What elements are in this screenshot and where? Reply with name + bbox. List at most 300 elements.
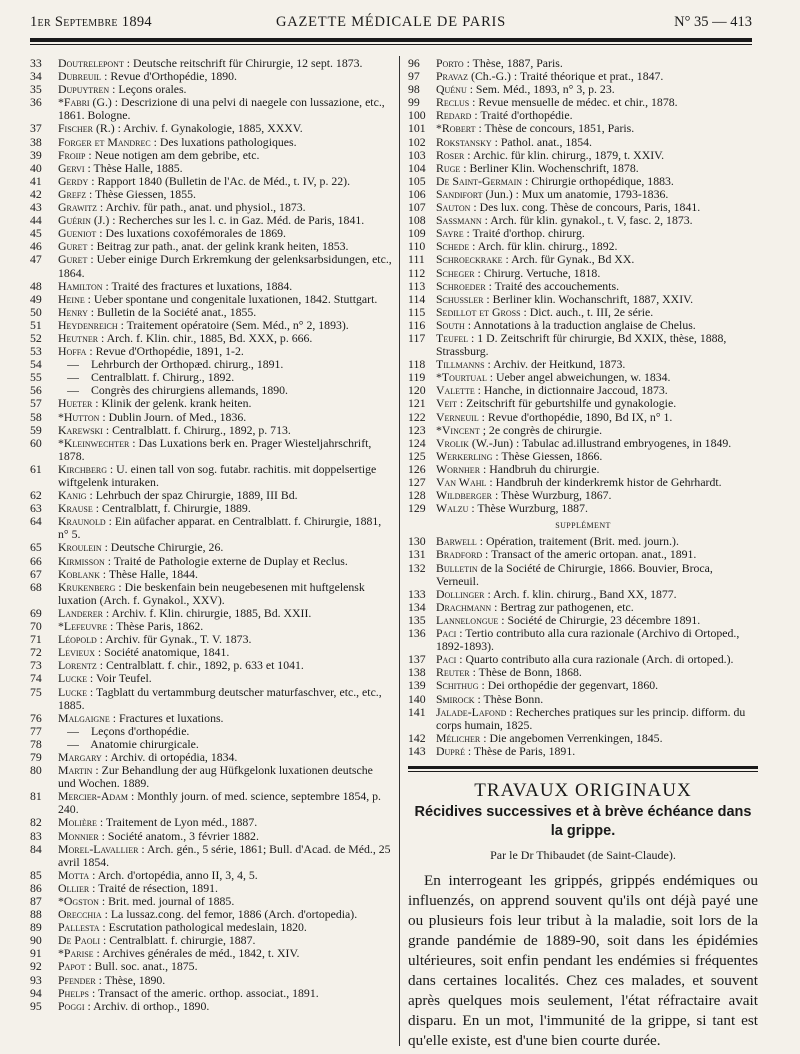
section-rule-thick bbox=[408, 766, 758, 769]
entry-author: Karewski bbox=[58, 422, 103, 437]
entry-author: Valette bbox=[436, 383, 475, 398]
entry-number: 65 bbox=[30, 540, 42, 555]
entry-number: 57 bbox=[30, 396, 42, 411]
entry-author: Kanig bbox=[58, 488, 87, 503]
entry-reference: : Traité de résection, 1891. bbox=[89, 880, 218, 895]
entry-author: *Parise bbox=[58, 946, 94, 961]
bibliography-entry bbox=[30, 437, 392, 463]
entry-reference: : Société de Chirurgie, 23 décembre 1891. bbox=[498, 612, 701, 627]
entry-author: Kirchberg bbox=[58, 461, 107, 476]
section-title: TRAVAUX ORIGINAUX bbox=[474, 779, 692, 801]
entry-reference: : Archiv. für Gynak., T. V. 1873. bbox=[96, 632, 252, 647]
supplement-heading: supplément bbox=[555, 519, 611, 532]
entry-number: 126 bbox=[408, 461, 426, 476]
entry-number: 120 bbox=[408, 383, 426, 398]
entry-number: 55 bbox=[30, 370, 42, 385]
entry-author: Dupuytren bbox=[58, 82, 110, 97]
entry-text bbox=[436, 706, 758, 732]
entry-author: Margary bbox=[58, 749, 102, 764]
entry-number: 94 bbox=[30, 985, 42, 1000]
entry-reference: : Revue d'orthopédie, 1890, Bd IX, n° 1. bbox=[478, 409, 673, 424]
entry-number: 34 bbox=[30, 69, 42, 84]
entry-number: 97 bbox=[408, 69, 420, 84]
entry-reference: : Transact of the americ. orthop. associat., 1891. bbox=[89, 985, 319, 1000]
entry-reference: : Des luxations coxofémorales de 1869. bbox=[96, 226, 286, 241]
entry-number: 115 bbox=[408, 304, 426, 319]
entry-reference: : Escrutation pathological medeslain, 1820. bbox=[99, 920, 307, 935]
entry-number: 137 bbox=[408, 652, 426, 667]
entry-number: 117 bbox=[408, 330, 426, 345]
entry-reference: ; 2e congrès de chirurgie. bbox=[479, 422, 603, 437]
entry-reference: : Hanche, in dictionnaire Jaccoud, 1873. bbox=[474, 383, 668, 398]
entry-author: Motta bbox=[58, 867, 90, 882]
entry-number: 106 bbox=[408, 186, 426, 201]
entry-number: 85 bbox=[30, 867, 42, 882]
entry-number: 93 bbox=[30, 972, 42, 987]
entry-reference: : 1 D. Zeitschrift für chirurgie, Bd XXIX, thèse, 1888, Strassburg. bbox=[436, 330, 727, 359]
entry-reference: : Bull. soc. anat., 1875. bbox=[85, 959, 198, 974]
entry-number: 127 bbox=[408, 475, 426, 489]
entry-author: Rokstansky bbox=[436, 134, 492, 149]
entry-number: 105 bbox=[408, 173, 426, 188]
entry-reference: : Arch. für Gynak., Bd XX. bbox=[502, 252, 635, 267]
bibliography-entry bbox=[408, 706, 758, 732]
entry-reference: : Archiv. für path., anat. und physiol., 1873. bbox=[96, 200, 306, 215]
entry-reference: : U. einen tall von sog. futabr. rachitis. mit doppelsertige wiftgelenk inturaken. bbox=[58, 461, 377, 489]
entry-number: 129 bbox=[408, 501, 426, 516]
entry-number: 42 bbox=[30, 186, 42, 201]
entry-author: Pallesta bbox=[58, 920, 100, 935]
entry-number: 68 bbox=[30, 579, 42, 594]
entry-reference: : Ueber einige Durch Erkremkung der gelenksarbsidungen, etc., 1864. bbox=[58, 252, 392, 280]
entry-reference: : Rapport 1840 (Bulletin de l'Ac. de Méd., t. IV, p. 22). bbox=[88, 173, 351, 188]
entry-number: 43 bbox=[30, 200, 42, 215]
entry-reference: : Arch. für klin. chirurg., 1892. bbox=[469, 239, 618, 254]
entry-number: 37 bbox=[30, 121, 42, 136]
entry-reference: (Jun.) : Mux um anatomie, 1793-1836. bbox=[482, 186, 669, 201]
entry-author: Schussler bbox=[436, 291, 484, 306]
entry-number: 134 bbox=[408, 599, 426, 614]
entry-text bbox=[436, 627, 758, 653]
entry-author: Wornher bbox=[436, 461, 481, 476]
entry-reference: : Tagblatt du vertammburg deutscher maturfaschver, etc., etc., 1885. bbox=[58, 684, 382, 712]
bibliography-entry bbox=[30, 712, 392, 725]
entry-number: 73 bbox=[30, 658, 42, 673]
entry-number: 63 bbox=[30, 501, 42, 516]
entry-author: Lucke bbox=[58, 684, 87, 699]
entry-reference: : Thèse, 1887, Paris. bbox=[463, 56, 563, 70]
entry-author: Pravaz bbox=[436, 69, 469, 84]
entry-author: Sedillot et Gross bbox=[436, 304, 521, 319]
entry-author: *Fabri bbox=[58, 95, 90, 110]
entry-author: Schede bbox=[436, 239, 470, 254]
entry-reference: (W.-Jun) : Tabulac ad.illustrand embryogenes, in 1849. bbox=[468, 435, 732, 450]
entry-number: 123 bbox=[408, 422, 426, 437]
bibliography-entry bbox=[30, 463, 392, 489]
entry-reference: : Thèse Wurzburg, 1867. bbox=[492, 488, 612, 503]
entry-number: 53 bbox=[30, 344, 42, 359]
bibliography-entry bbox=[408, 745, 758, 758]
entry-reference: : Revue d'Orthopédie, 1891, 1-2. bbox=[86, 344, 244, 359]
entry-author: Lucke bbox=[58, 671, 87, 686]
entry-author: Hoffa bbox=[58, 344, 87, 359]
entry-reference: : Ueber angel abweichungen, w. 1834. bbox=[486, 370, 671, 385]
header-rule-thin bbox=[30, 44, 752, 45]
entry-text bbox=[58, 1000, 392, 1013]
entry-author: Kroulein bbox=[58, 540, 102, 555]
entry-reference: : Monthly journ. of med. science, septembre 1854, p. 240. bbox=[58, 789, 381, 817]
entry-number: 99 bbox=[408, 95, 420, 110]
entry-number: 103 bbox=[408, 147, 426, 162]
bibliography-entry bbox=[30, 725, 392, 738]
bibliography-entry bbox=[30, 790, 392, 816]
entry-reference: : Thèse de Bonn, 1868. bbox=[469, 665, 582, 680]
entry-number: 121 bbox=[408, 396, 426, 411]
entry-reference: : Quarto contributo alla cura razionale (Arch. di ortoped.). bbox=[456, 652, 734, 667]
entry-author: Kirmisson bbox=[58, 553, 105, 568]
entry-reference: : Archic. für klin. chirurg., 1879, t. XXIV. bbox=[464, 147, 665, 162]
entry-author: Tillmanns bbox=[436, 357, 485, 372]
entry-number: 140 bbox=[408, 691, 426, 706]
entry-author: Grawitz bbox=[58, 200, 97, 215]
entry-number: 107 bbox=[408, 200, 426, 215]
entry-number: 102 bbox=[408, 134, 426, 149]
entry-reference: : Arch. gén., 5 série, 1861; Bull. d'Acad. de Méd., 25 avril 1854. bbox=[58, 841, 391, 869]
entry-author: Mercier-Adam bbox=[58, 789, 129, 804]
entry-author: Barwell bbox=[436, 534, 477, 549]
entry-reference: : Fractures et luxations. bbox=[109, 710, 224, 725]
entry-number: 100 bbox=[408, 108, 426, 123]
entry-reference: : Dict. auch., t. III, 2e série. bbox=[520, 304, 654, 319]
entry-number: 64 bbox=[30, 514, 42, 529]
entry-author: *Hutton bbox=[58, 409, 100, 424]
entry-number: 132 bbox=[408, 560, 426, 575]
entry-reference: : Das Luxations berk en. Prager Wiesteljahrschrift, 1878. bbox=[58, 435, 372, 463]
entry-text bbox=[58, 581, 392, 607]
entry-author: South bbox=[436, 317, 465, 332]
entry-reference: : Dublin Journ. of Med., 1836. bbox=[99, 409, 247, 424]
entry-reference: : Traité des fractures et luxations, 1884. bbox=[102, 278, 293, 293]
entry-author: — bbox=[67, 723, 79, 738]
entry-reference: : Des lux. cong. Thèse de concours, Paris, 1841. bbox=[470, 200, 701, 215]
entry-author: *Tourtual bbox=[436, 370, 487, 385]
entry-number: 114 bbox=[408, 291, 426, 306]
entry-author: Sandifort bbox=[436, 186, 483, 201]
entry-author: Quénu bbox=[436, 82, 467, 97]
entry-number: 40 bbox=[30, 160, 42, 175]
entry-reference: : Chirurg. Vertuche, 1818. bbox=[474, 265, 601, 280]
article-author: Par le Dr Thibaudet (de Saint-Claude). bbox=[490, 848, 676, 863]
entry-number: 76 bbox=[30, 710, 42, 725]
entry-number: 62 bbox=[30, 488, 42, 503]
entry-reference: : Thèse, 1890. bbox=[95, 972, 166, 987]
entry-reference: : Revue mensuelle de médec. et chir., 1878. bbox=[469, 95, 678, 110]
entry-author: Scheger bbox=[436, 265, 475, 280]
entry-author: Bulletin bbox=[436, 560, 478, 575]
entry-number: 118 bbox=[408, 357, 426, 372]
entry-author: Reuter bbox=[436, 665, 470, 680]
entry-number: 122 bbox=[408, 409, 426, 424]
bibliography-right-list bbox=[408, 57, 758, 515]
entry-author: Porto bbox=[436, 56, 464, 70]
entry-author: Martin bbox=[58, 763, 93, 778]
entry-reference: : Annotations à la traduction anglaise de Chelus. bbox=[464, 317, 696, 332]
entry-author: Smirock bbox=[436, 691, 475, 706]
entry-author: Dollinger bbox=[436, 586, 485, 601]
bibliography-entry bbox=[30, 253, 392, 279]
article-title: Récidives successives et à brève échéance dans la grippe. bbox=[414, 804, 752, 840]
entry-number: 77 bbox=[30, 723, 42, 738]
issue-date: 1er Septembre 1894 bbox=[30, 14, 152, 30]
entry-reference: Leçons d'orthopédie. bbox=[88, 723, 190, 738]
entry-author: Redard bbox=[436, 108, 472, 123]
entry-number: 75 bbox=[30, 684, 42, 699]
entry-number: 130 bbox=[408, 534, 426, 549]
entry-reference: : Berliner klin. Wochanschrift, 1887, XXIV. bbox=[483, 291, 694, 306]
entry-reference: : Thèse Giessen, 1855. bbox=[86, 186, 196, 201]
entry-number: 133 bbox=[408, 586, 426, 601]
entry-author: Heutner bbox=[58, 330, 99, 345]
entry-author: Vrolik bbox=[436, 435, 469, 450]
entry-number: 33 bbox=[30, 56, 42, 70]
entry-number: 111 bbox=[408, 252, 425, 267]
entry-number: 91 bbox=[30, 946, 42, 961]
entry-author: Morel-Lavallier bbox=[58, 841, 139, 856]
entry-author: Dubreuil bbox=[58, 69, 102, 84]
entry-reference: : Ein aüfacher apparat. en Centralblatt. f. Chirurgie, 1881, n° 5. bbox=[58, 514, 382, 542]
entry-reference: Anatomie chirurgicale. bbox=[88, 736, 199, 751]
entry-number: 131 bbox=[408, 547, 426, 562]
entry-author: — bbox=[67, 736, 79, 751]
entry-number: 86 bbox=[30, 880, 42, 895]
entry-reference: : Société anatom., 3 février 1882. bbox=[98, 828, 259, 843]
entry-number: 41 bbox=[30, 173, 42, 188]
entry-number: 54 bbox=[30, 357, 42, 372]
column-separator bbox=[399, 56, 400, 1046]
entry-reference: : Traité de Pathologie externe de Duplay et Reclus. bbox=[104, 553, 348, 568]
entry-number: 135 bbox=[408, 612, 426, 627]
entry-author: Fischer bbox=[58, 121, 94, 136]
entry-author: Roser bbox=[436, 147, 465, 162]
entry-reference: : Sem. Méd., 1893, n° 3, p. 23. bbox=[466, 82, 615, 97]
entry-reference: : Opération, traitement (Brit. med. journ.). bbox=[476, 534, 679, 549]
entry-reference: Congrès des chirurgiens allemands, 1890. bbox=[88, 383, 288, 398]
entry-reference: : Des luxations pathologiques. bbox=[150, 134, 297, 149]
page-number: N° 35 — 413 bbox=[674, 14, 752, 30]
entry-reference: : Klinik der gelenk. krank heiten. bbox=[92, 396, 252, 411]
entry-author: De Paoli bbox=[58, 933, 101, 948]
entry-author: *Kleinwechter bbox=[58, 435, 130, 450]
entry-number: 138 bbox=[408, 665, 426, 680]
entry-reference: : Handbruh du chirurgie. bbox=[480, 461, 600, 476]
entry-number: 51 bbox=[30, 317, 42, 332]
entry-author: Heine bbox=[58, 291, 85, 306]
entry-reference: : Deutsche reitschrift für Chirurgie, 12 sept. 1873. bbox=[123, 56, 363, 70]
entry-reference: : Revue d'Orthopédie, 1890. bbox=[101, 69, 237, 84]
entry-reference: (G.) : Descrizione di una pelvi di naegele con lussazione, etc., 1861. Bologne. bbox=[58, 95, 385, 123]
entry-reference: : Recherches pratiques sur les princip. difform. du corps humain, 1825. bbox=[436, 704, 746, 732]
entry-author: Paci bbox=[436, 652, 457, 667]
entry-author: Guérin bbox=[58, 213, 91, 228]
entry-author: Phelps bbox=[58, 985, 90, 1000]
entry-text bbox=[436, 562, 758, 588]
entry-author: Sayre bbox=[436, 226, 464, 241]
entry-number: 69 bbox=[30, 605, 42, 620]
entry-reference: : Brit. med. journal of 1885. bbox=[98, 894, 235, 908]
entry-author: Koblank bbox=[58, 566, 100, 581]
entry-reference: : Société anatomique, 1841. bbox=[94, 645, 230, 660]
entry-author: Henry bbox=[58, 304, 88, 319]
entry-text bbox=[436, 502, 758, 515]
entry-reference: : La lussaz.cong. del femor, 1886 (Arch. d'ortopedia). bbox=[101, 907, 358, 922]
entry-number: 139 bbox=[408, 678, 426, 693]
entry-author: Jalade-Lafond bbox=[436, 704, 507, 719]
entry-number: 119 bbox=[408, 370, 426, 385]
entry-author: *Ogston bbox=[58, 894, 99, 908]
bibliography-entry bbox=[408, 502, 758, 515]
entry-reference: : Arch. für klin. gynakol., t. V, fasc. 2, 1873. bbox=[481, 213, 693, 228]
entry-number: 44 bbox=[30, 213, 42, 228]
entry-number: 59 bbox=[30, 422, 42, 437]
entry-number: 116 bbox=[408, 317, 426, 332]
entry-reference: : Lehrbuch der spaz Chirurgie, 1889, III Bd. bbox=[86, 488, 298, 503]
entry-reference: : Ueber spontane und congenitale luxationen, 1842. Stuttgart. bbox=[84, 291, 378, 306]
entry-author: Dupré bbox=[436, 743, 465, 758]
entry-author: Drachmann bbox=[436, 599, 492, 614]
entry-author: Schroeckrake bbox=[436, 252, 503, 267]
entry-reference: : Traité d'orthopédie. bbox=[471, 108, 573, 123]
entry-number: 70 bbox=[30, 619, 42, 634]
bibliography-entry bbox=[30, 515, 392, 541]
entry-reference: : Centralblatt. f. Chirurg., 1892, p. 713. bbox=[102, 422, 291, 437]
entry-number: 35 bbox=[30, 82, 42, 97]
entry-number: 95 bbox=[30, 998, 42, 1013]
bibliography-entry bbox=[30, 686, 392, 712]
entry-reference: : Archiv. f. Klin. chirurgie, 1885, Bd. XXII. bbox=[102, 605, 312, 620]
entry-author: Ollier bbox=[58, 880, 90, 895]
entry-reference: : Deutsche Chirurgie, 26. bbox=[101, 540, 224, 555]
entry-reference: : Arch. f. Klin. chir., 1885, Bd. XXX, p. 666. bbox=[98, 330, 313, 345]
entry-reference: (J.) : Recherches sur les l. c. in Gaz. Méd. de Paris, 1841. bbox=[90, 213, 365, 228]
entry-reference: : Thèse Wurzburg, 1887. bbox=[468, 501, 588, 516]
entry-reference: : Tertio contributo alla cura razionale (Archivo di Ortoped., 1892-1893). bbox=[436, 626, 740, 654]
entry-author: Guret bbox=[58, 252, 88, 267]
entry-author: *Lefeuvre bbox=[58, 619, 108, 634]
entry-author: — bbox=[67, 370, 79, 385]
entry-number: 87 bbox=[30, 894, 42, 908]
entry-reference: : Transact of the americ ortopan. anat., 1891. bbox=[482, 547, 697, 562]
entry-number: 104 bbox=[408, 160, 426, 175]
entry-author: *Vincent bbox=[436, 422, 480, 437]
entry-number: 109 bbox=[408, 226, 426, 241]
entry-number: 136 bbox=[408, 626, 426, 641]
entry-author: Sassmann bbox=[436, 213, 482, 228]
bibliography-entry bbox=[30, 1000, 392, 1013]
entry-reference: : Thèse Giessen, 1866. bbox=[492, 448, 603, 463]
entry-text bbox=[58, 437, 392, 463]
entry-number: 56 bbox=[30, 383, 42, 398]
entry-author: *Robert bbox=[436, 121, 476, 136]
entry-number: 80 bbox=[30, 763, 42, 778]
entry-number: 58 bbox=[30, 409, 42, 424]
entry-author: Van Wahl bbox=[436, 475, 487, 489]
entry-author: Hueter bbox=[58, 396, 93, 411]
entry-reference: : Handbruh der kinderkremk histor de Gehrhardt. bbox=[486, 475, 722, 489]
entry-reference: : Traité des accouchements. bbox=[485, 278, 620, 293]
entry-reference: : Thèse Halle, 1885. bbox=[84, 160, 183, 175]
entry-number: 49 bbox=[30, 291, 42, 306]
entry-author: Gerdy bbox=[58, 173, 89, 188]
entry-reference: : Pathol. anat., 1854. bbox=[491, 134, 592, 149]
entry-author: Guret bbox=[58, 239, 88, 254]
entry-author: Monnier bbox=[58, 828, 99, 843]
entry-number: 71 bbox=[30, 632, 42, 647]
entry-number: 66 bbox=[30, 553, 42, 568]
entry-reference: : Archiv. di ortopédia, 1834. bbox=[101, 749, 238, 764]
entry-author: Paci bbox=[436, 626, 457, 641]
entry-author: Landerer bbox=[58, 605, 103, 620]
entry-author: Poggi bbox=[58, 998, 85, 1013]
entry-reference: : Centralblatt, f. Chirurgie, 1889. bbox=[92, 501, 251, 516]
entry-text bbox=[58, 843, 392, 869]
entry-number: 141 bbox=[408, 704, 426, 719]
bibliography-entry bbox=[408, 627, 758, 653]
entry-reference: : Zur Behandlung der aug Hüfkgelonk luxationen deutsche und Wochen. 1889. bbox=[58, 763, 373, 791]
entry-author: Pfender bbox=[58, 972, 96, 987]
entry-number: 81 bbox=[30, 789, 42, 804]
entry-number: 92 bbox=[30, 959, 42, 974]
entry-text bbox=[436, 332, 758, 358]
entry-author: Gueniot bbox=[58, 226, 97, 241]
bibliography-entry bbox=[408, 332, 758, 358]
entry-reference: : Traitement de Lyon méd., 1887. bbox=[96, 815, 258, 830]
entry-text bbox=[58, 253, 392, 279]
entry-number: 39 bbox=[30, 147, 42, 162]
entry-number: 74 bbox=[30, 671, 42, 686]
bibliography-right-column bbox=[408, 57, 758, 1051]
entry-author: Gervi bbox=[58, 160, 85, 175]
entry-number: 98 bbox=[408, 82, 420, 97]
entry-author: Veit bbox=[436, 396, 457, 411]
entry-reference: : Die beskenfain bein neugebesenen mit huftgelensk luxation (Arch. f. Gynakol., XXV). bbox=[58, 579, 365, 607]
entry-number: 125 bbox=[408, 448, 426, 463]
entry-number: 79 bbox=[30, 749, 42, 764]
entry-number: 78 bbox=[30, 736, 42, 751]
entry-author: Forger et Mandrec bbox=[58, 134, 151, 149]
entry-author: — bbox=[67, 357, 79, 372]
entry-reference: : Chirurgie orthopédique, 1883. bbox=[522, 173, 674, 188]
entry-author: Malgaigne bbox=[58, 710, 110, 725]
entry-reference: : Centralblatt. f. chir., 1892, p. 633 et 1041. bbox=[96, 658, 304, 673]
entry-number: 90 bbox=[30, 933, 42, 948]
entry-author: Werkerling bbox=[436, 448, 493, 463]
entry-reference: : Thèse de concours, 1851, Paris. bbox=[475, 121, 635, 136]
entry-text bbox=[58, 686, 392, 712]
entry-number: 89 bbox=[30, 920, 42, 935]
entry-author: Hamilton bbox=[58, 278, 103, 293]
entry-author: — bbox=[67, 383, 79, 398]
entry-number: 46 bbox=[30, 239, 42, 254]
entry-number: 67 bbox=[30, 566, 42, 581]
entry-reference: : Thèse Halle, 1844. bbox=[99, 566, 198, 581]
entry-text bbox=[58, 96, 392, 122]
entry-number: 61 bbox=[30, 461, 42, 476]
entry-reference: : Arch. d'ortopédia, anno II, 3, 4, 5. bbox=[89, 867, 258, 882]
entry-author: Schroeder bbox=[436, 278, 486, 293]
entry-reference: : Thèse Paris, 1862. bbox=[107, 619, 204, 634]
entry-reference: Centralblatt. f. Chirurg., 1892. bbox=[88, 370, 235, 385]
entry-number: 110 bbox=[408, 239, 426, 254]
